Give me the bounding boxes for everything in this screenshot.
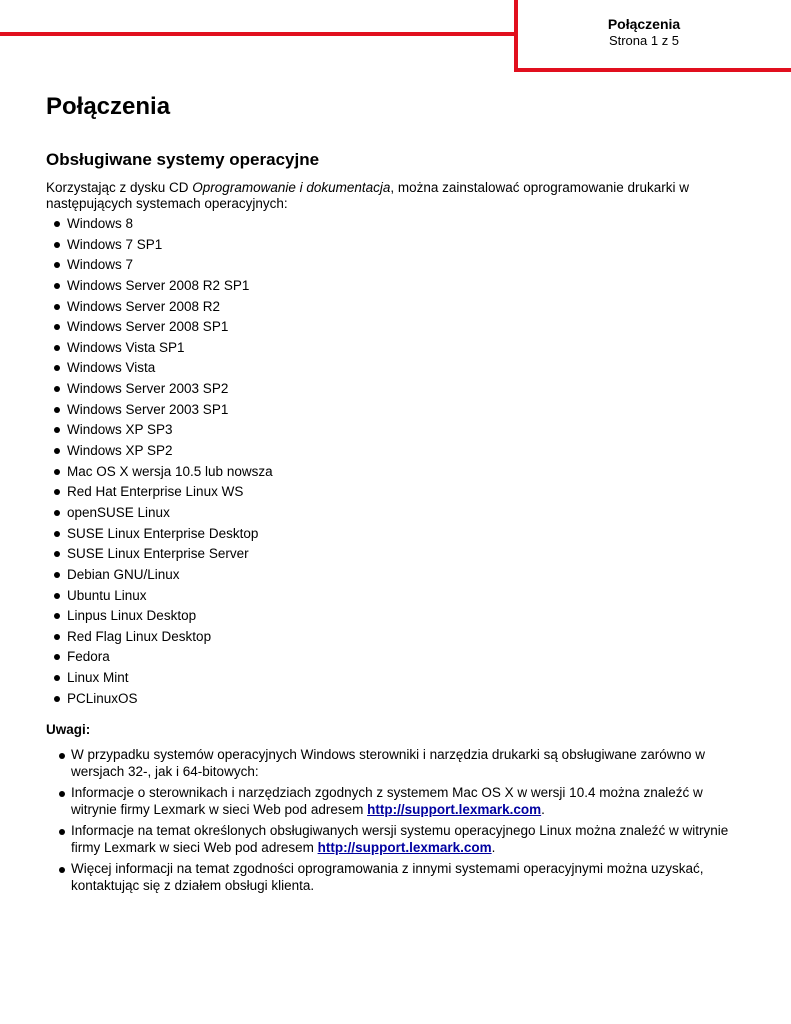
note-item: [56, 823, 746, 856]
os-list-item: Debian GNU/Linux: [46, 566, 273, 587]
os-list: [46, 215, 273, 710]
os-list-item: Windows XP SP2: [46, 442, 273, 463]
support-link[interactable]: http://support.lexmark.com: [317, 839, 492, 855]
intro-text-end: , można zainstalować oprogramowanie drukarki w następujących systemach operacyjnych:: [46, 180, 690, 211]
page-title: Połączenia: [46, 93, 171, 120]
os-list-item: Fedora: [46, 648, 273, 669]
note-text: W przypadku systemów operacyjnych Windows sterowniki i narzędzia drukarki są obsługiwane zarówno w wersjach 32-, jak i 64-bitowych:: [71, 747, 706, 779]
os-list-item: Windows Server 2003 SP1: [46, 401, 273, 422]
header-box-bottom-rule: [514, 68, 791, 72]
header-rule-horizontal: [0, 32, 516, 36]
os-list-item: Mac OS X wersja 10.5 lub nowsza: [46, 463, 273, 484]
running-header-title: Połączenia: [607, 16, 681, 32]
notes-list: [56, 747, 746, 899]
os-list-item: Windows Vista SP1: [46, 339, 273, 360]
note-text-end: .: [491, 839, 496, 855]
note-text: Więcej informacji na temat zgodności oprogramowania z innymi systemami operacyjnymi można uzyskać, kontaktując się z działem obsługi klienta.: [71, 861, 704, 893]
note-item: [56, 747, 746, 780]
note-text: Informacje na temat określonych obsługiwanych wersji systemu operacyjnego Linux można znaleźć w witrynie firmy Lexmark w sieci Web pod adresem: [71, 823, 729, 855]
os-list-item: PCLinuxOS: [46, 690, 273, 711]
os-list-item: Windows 7 SP1: [46, 236, 273, 257]
os-list-item: Windows Vista: [46, 359, 273, 380]
note-item: [56, 861, 746, 894]
intro-product-name: Oprogramowanie i dokumentacja: [192, 180, 391, 195]
os-list-item: Windows Server 2003 SP2: [46, 380, 273, 401]
note-text: Informacje o sterownikach i narzędziach zgodnych z systemem Mac OS X w wersji 10.4 można znaleźć w witrynie firmy Lexmark w sieci Web pod adresem: [71, 785, 703, 817]
os-list-item: Windows Server 2008 R2: [46, 298, 273, 319]
os-list-item: Windows Server 2008 R2 SP1: [46, 277, 273, 298]
note-text-end: .: [541, 801, 545, 817]
os-list-item: Linux Mint: [46, 669, 273, 690]
intro-paragraph: [46, 180, 736, 212]
os-list-item: Windows 7: [46, 256, 273, 277]
intro-text-start: Korzystając z dysku CD: [46, 180, 193, 195]
os-list-item: Red Flag Linux Desktop: [46, 628, 273, 649]
os-list-item: Windows Server 2008 SP1: [46, 318, 273, 339]
os-list-item: Ubuntu Linux: [46, 587, 273, 608]
os-list-item: Red Hat Enterprise Linux WS: [46, 483, 273, 504]
notes-title: Uwagi:: [46, 722, 91, 737]
section-title: Obsługiwane systemy operacyjne: [46, 150, 320, 169]
note-item: [56, 785, 746, 818]
page-number: Strona 1 z 5: [608, 33, 680, 48]
support-link[interactable]: http://support.lexmark.com: [367, 801, 542, 817]
os-list-item: Linpus Linux Desktop: [46, 607, 273, 628]
os-list-item: Windows XP SP3: [46, 421, 273, 442]
os-list-item: SUSE Linux Enterprise Desktop: [46, 525, 273, 546]
os-list-item: SUSE Linux Enterprise Server: [46, 545, 273, 566]
running-header: [518, 16, 770, 49]
os-list-item: Windows 8: [46, 215, 273, 236]
os-list-item: openSUSE Linux: [46, 504, 273, 525]
